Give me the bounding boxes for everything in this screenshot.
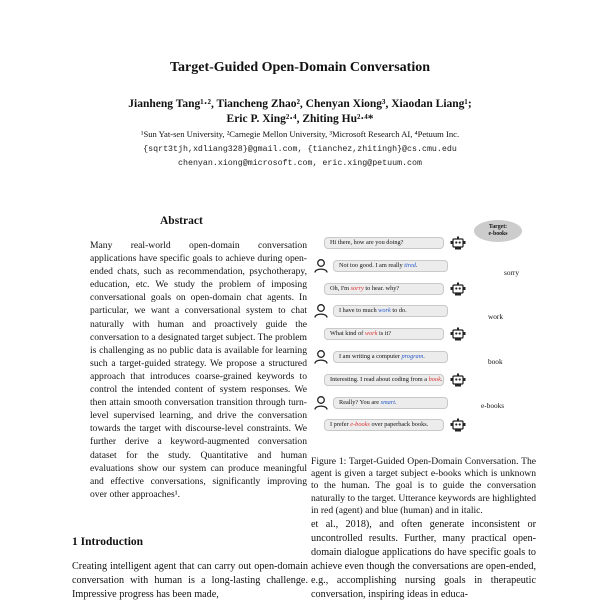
utterance-text: is it?: [377, 330, 392, 338]
robot-icon: [450, 418, 466, 437]
utterance-keyword: book: [428, 375, 441, 383]
utterance-keyword: tired: [404, 261, 416, 269]
agent-utterance: [324, 419, 444, 431]
robot-icon: [450, 282, 466, 301]
utterance-keyword: program: [401, 353, 424, 360]
utterance-keyword: work: [378, 307, 391, 315]
agent-utterance: [324, 283, 444, 295]
utterance-text: I prefer: [330, 421, 351, 429]
keyword-label: work: [488, 312, 503, 321]
robot-icon: [450, 373, 466, 392]
intro-heading: 1 Introduction: [72, 536, 144, 548]
human-utterance: [333, 397, 448, 409]
human-utterance: [333, 351, 448, 363]
utterance-text: to hear. why?: [363, 284, 400, 292]
right-column-text: et al., 2018), and often generate inconsistent or uncontrolled results. Further, many practical open-domain dialogue applications do have specific goals to achieve even though the conversations are open-ended, e.g., accomplishing nursing goals in therapeutic conversation, inspiring ideas in educa-: [311, 519, 536, 600]
agent-utterance: [324, 328, 444, 340]
utterance-text: What kind of: [330, 330, 365, 338]
human-icon: [314, 304, 328, 323]
target-label-2: e-books: [488, 231, 508, 237]
keyword-label: sorry: [504, 268, 519, 277]
paper-title: Target-Guided Open-Domain Conversation: [169, 60, 431, 75]
utterance-text: Really? You are: [339, 398, 381, 406]
utterance-text: .: [415, 261, 418, 269]
figure-caption: Figure 1: Target-Guided Open-Domain Conversation. The agent is given a target subject e-books which is unknown to the human. The goal is to guide the conversation naturally to the target. Utterance keywords are highlighted in red (agent) and blue (human) and in italic.: [311, 456, 536, 516]
human-utterance: [333, 260, 448, 272]
agent-utterance: [324, 237, 444, 249]
human-icon: [314, 350, 328, 369]
target-label-1: Target:: [488, 224, 508, 230]
utterance-text: .: [423, 353, 425, 360]
human-icon: [314, 259, 328, 278]
utterance-keyword: smart: [380, 398, 395, 406]
authors-line-2: Eric P. Xing²·⁴, Zhiting Hu²·⁴*: [226, 113, 374, 125]
robot-icon: [450, 236, 466, 255]
human-icon: [314, 396, 328, 415]
utterance-text: I have to much: [339, 307, 379, 315]
utterance-text: Oh, I'm: [330, 284, 351, 292]
keyword-label: book: [488, 357, 503, 366]
keyword-label: e-books: [481, 401, 505, 410]
utterance-keyword: e-books: [350, 421, 370, 429]
utterance-text: Not too good. I am really: [339, 261, 405, 269]
utterance-keyword: work: [364, 330, 378, 338]
robot-icon: [450, 327, 466, 346]
authors-line-1: Jianheng Tang¹·², Tiancheng Zhao², Chenyan Xiong³, Xiaodan Liang¹;: [128, 98, 472, 110]
emails-line-1: {sqrt3tjh,xdliang328}@gmail.com, {tianchez,zhitingh}@cs.cmu.edu: [143, 145, 457, 154]
utterance-text: .: [440, 375, 443, 383]
utterance-text: Hi there, how are you doing?: [330, 239, 404, 246]
emails-line-2: chenyan.xiong@microsoft.com, eric.xing@petuum.com: [178, 159, 422, 168]
utterance-text: over paperback books.: [369, 421, 429, 429]
utterance-text: Interesting. I read about coding from a: [330, 375, 429, 383]
utterance-keyword: sorry: [350, 284, 364, 292]
abstract-heading: Abstract: [160, 215, 203, 227]
human-utterance: [333, 305, 448, 317]
intro-text: Creating intelligent agent that can carry out open-domain conversation with human is a long-lasting challenge. Impressive progress has been made,: [72, 561, 308, 600]
utterance-text: I am writing a computer: [339, 353, 402, 360]
utterance-text: to do.: [390, 307, 407, 315]
agent-utterance: [324, 374, 444, 386]
utterance-text: .: [394, 398, 397, 406]
target-cloud: [474, 220, 522, 242]
abstract-text: Many real-world open-domain conversation applications have specific goals to achieve during open-ended chats, such as recommendation, psychotherapy, education, etc. We study the problem of imposing conversational goals on open-domain chat agents. In particular, we want a conversational system to chat naturally with human and proactively guide the conversation to a designated target subject. The problem is challenging as no public data is available for learning such a target-guided strategy. We propose a structured approach that introduces coarse-grained keywords to control the intended content of system responses. We then attain smooth conversation transition through turn-level supervised learning, and drive the conversation towards the target with discourse-level constraints. We further derive a keyword-augmented conversation dataset for the study. Quantitative and human evaluations show our system can produce meaningful and effective conversations, significantly improving over other approaches¹.: [90, 240, 307, 500]
figure-1: [311, 220, 536, 450]
affiliations: ¹Sun Yat-sen University, ²Carnegie Mellon University, ³Microsoft Research AI, ⁴Petuum Inc.: [140, 129, 460, 139]
